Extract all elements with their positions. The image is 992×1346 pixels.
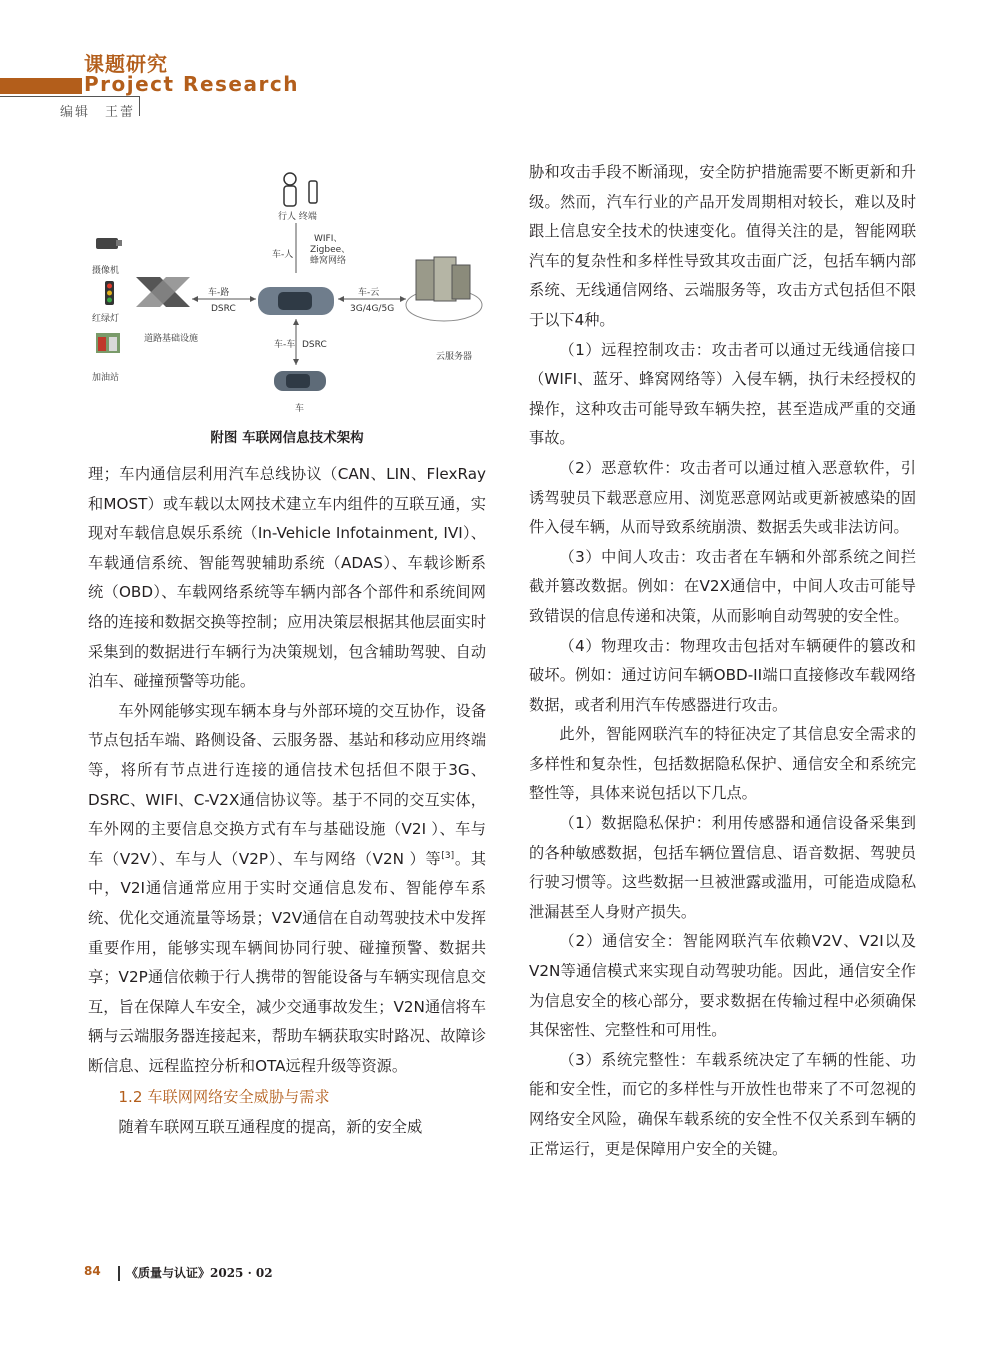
vehicle-icon [258, 287, 334, 315]
label-link-v2i: 车-路 [208, 288, 230, 298]
paragraph: （3）中间人攻击：攻击者在车辆和外部系统之间拦截并篡改数据。例如：在V2X通信中，中间人攻击可能导致错误的信息传递和决策，从而影响自动驾驶的安全性。 [529, 547, 916, 625]
label-link-v2v-tech: DSRC [302, 340, 327, 350]
paragraph: （2）通信安全：智能网联汽车依赖V2V、V2I以及V2N等通信模式来实现自动驾驶功能。因此，通信安全作为信息安全的核心部分，要求数据在传输过程中必须确保其保密性、完整性和可用性。 [529, 932, 916, 1040]
paragraph: （3）系统完整性：车载系统决定了车辆的性能、功能和安全性，而它的多样性与开放性也带来了不可忽视的网络安全风险，确保车载系统的安全性不仅关系到车辆的正常运行，更是保障用户安全的关键。 [529, 1050, 916, 1158]
label-pedestrian: 行人 终端 [278, 212, 317, 222]
paragraph: （1）远程控制攻击：攻击者可以通过无线通信接口（WIFI、蓝牙、蜂窝网络等）入侵车辆，执行未经授权的操作，这种攻击可能导致车辆失控，甚至造成严重的交通事故。 [529, 340, 916, 448]
second-vehicle-icon [274, 371, 326, 391]
citation: [3] [441, 850, 455, 861]
footer-divider [118, 1266, 120, 1281]
road-crossing-icon [136, 277, 190, 307]
figure-caption: 附图 车联网信息技术架构 [210, 430, 364, 446]
cloud-server-icon [406, 257, 482, 321]
label-traffic-light: 红绿灯 [92, 314, 120, 324]
pedestrian-icon [284, 173, 296, 206]
label-link-v2p: 车-人 [272, 250, 294, 260]
header-accent-bar [0, 78, 82, 94]
paragraph: 胁和攻击手段不断涌现，安全防护措施需要不断更新和升级。然而，汽车行业的产品开发周期相对较长，难以及时跟上信息安全技术的快速变化。值得关注的是，智能网联汽车的复杂性和多样性导致其攻击面广泛，包括车辆内部系统、无线通信网络、云端服务等，攻击方式包括但不限于以下4种。 [529, 163, 916, 329]
paragraph: 车外网能够实现车辆本身与外部环境的交互协作，设备节点包括车端、路侧设备、云服务器、基站和移动应用终端等，将所有节点进行连接的通信技术包括但不限于3G、DSRC、WIFI、C-V2X通信协议等。基于不同的交互实体，车外网的主要信息交换方式有车与基础设施（V2I ）、车与车（V2V）、车与人（V2P）、车与网络（V2N ）等[3]。其中，V2I通信通常应用于实时交通信息发布、智能停车系统、优化交通流量等场景；V2V通信在自动驾驶技术中发挥重要作用，能够实现车辆间协同行驶、碰撞预警、数据共享；V2P通信依赖于行人携带的智能设备与车辆实现信息交互，旨在保障人车安全，减少交通事故发生；V2N通信将车辆与云端服务器连接起来，帮助车辆获取实时路况、故障诊断信息、远程监控分析和OTA远程升级等资源。 [88, 701, 486, 1075]
header-rule [0, 96, 140, 97]
editor-credit: 编辑 王蕾 [60, 105, 136, 120]
phone-icon [309, 181, 317, 203]
label-road-facility: 道路基础设施 [144, 334, 199, 344]
section-subheading: 1.2 车联网网络安全威胁与需求 [118, 1088, 330, 1107]
architecture-figure [88, 165, 486, 423]
label-gas-station: 加油站 [92, 373, 120, 383]
label-cloud: 云服务器 [436, 352, 473, 362]
page-number: 84 [84, 1264, 101, 1278]
camera-icon [96, 238, 122, 249]
paragraph: 理；车内通信层利用汽车总线协议（CAN、LIN、FlexRay和MOST）或车载以太网技术建立车内组件的互联互通，实现对车载信息娱乐系统（In-Vehicle Infotainment, IVI）、车载通信系统、智能驾驶辅助系统（ADAS）、车载诊断系统（OBD）、车载网络系统等车辆内部各个部件和系统间网络的连接和数据交换等控制；应用决策层根据其他层面实时采集到的数据进行车辆行为决策规划，包含辅助驾驶、自动泊车、碰撞预警等功能。 [88, 465, 486, 691]
label-link-v2n-tech: 3G/4G/5G [350, 304, 395, 314]
label-link-v2n: 车-云 [358, 288, 380, 298]
gas-station-icon [96, 333, 120, 353]
paragraph: 此外，智能网联汽车的特征决定了其信息安全需求的多样性和复杂性，包括数据隐私保护、通信安全和系统完整性等，具体来说包括以下几点。 [529, 725, 916, 803]
label-link-v2i-tech: DSRC [211, 304, 236, 314]
label-link-v2v: 车-车 [274, 340, 296, 350]
left-column [88, 460, 486, 1143]
column-title-cn: 课题研究 [84, 52, 168, 76]
journal-title: 《质量与认证》2025 · 02 [126, 1266, 273, 1280]
paragraph: （4）物理攻击：物理攻击包括对车辆硬件的篡改和破坏。例如：通过访问车辆OBD-II端口直接修改车载网络数据，或者利用汽车传感器进行攻击。 [529, 636, 916, 714]
header-rule-tick [139, 96, 140, 116]
paragraph: （2）恶意软件：攻击者可以通过植入恶意软件，引诱驾驶员下载恶意应用、浏览恶意网站或更新被感染的固件入侵车辆，从而导致系统崩溃、数据丢失或非法访问。 [529, 458, 916, 537]
label-camera: 摄像机 [92, 266, 120, 276]
right-column [529, 158, 916, 1164]
column-title-en: Project Research [84, 72, 299, 96]
traffic-light-icon [105, 281, 114, 305]
label-car: 车 [295, 404, 305, 414]
label-link-v2p-tech: WIFI、 Zigbee、蜂窝网络 [310, 234, 351, 266]
architecture-diagram [88, 165, 486, 423]
paragraph: 随着车联网互联互通程度的提高，新的安全威 [118, 1118, 423, 1137]
paragraph: （1）数据隐私保护：利用传感器和通信设备采集到的各种敏感数据，包括车辆位置信息、语音数据、驾驶员行驶习惯等。这些数据一旦被泄露或滥用，可能造成隐私泄漏甚至人身财产损失。 [529, 814, 916, 921]
